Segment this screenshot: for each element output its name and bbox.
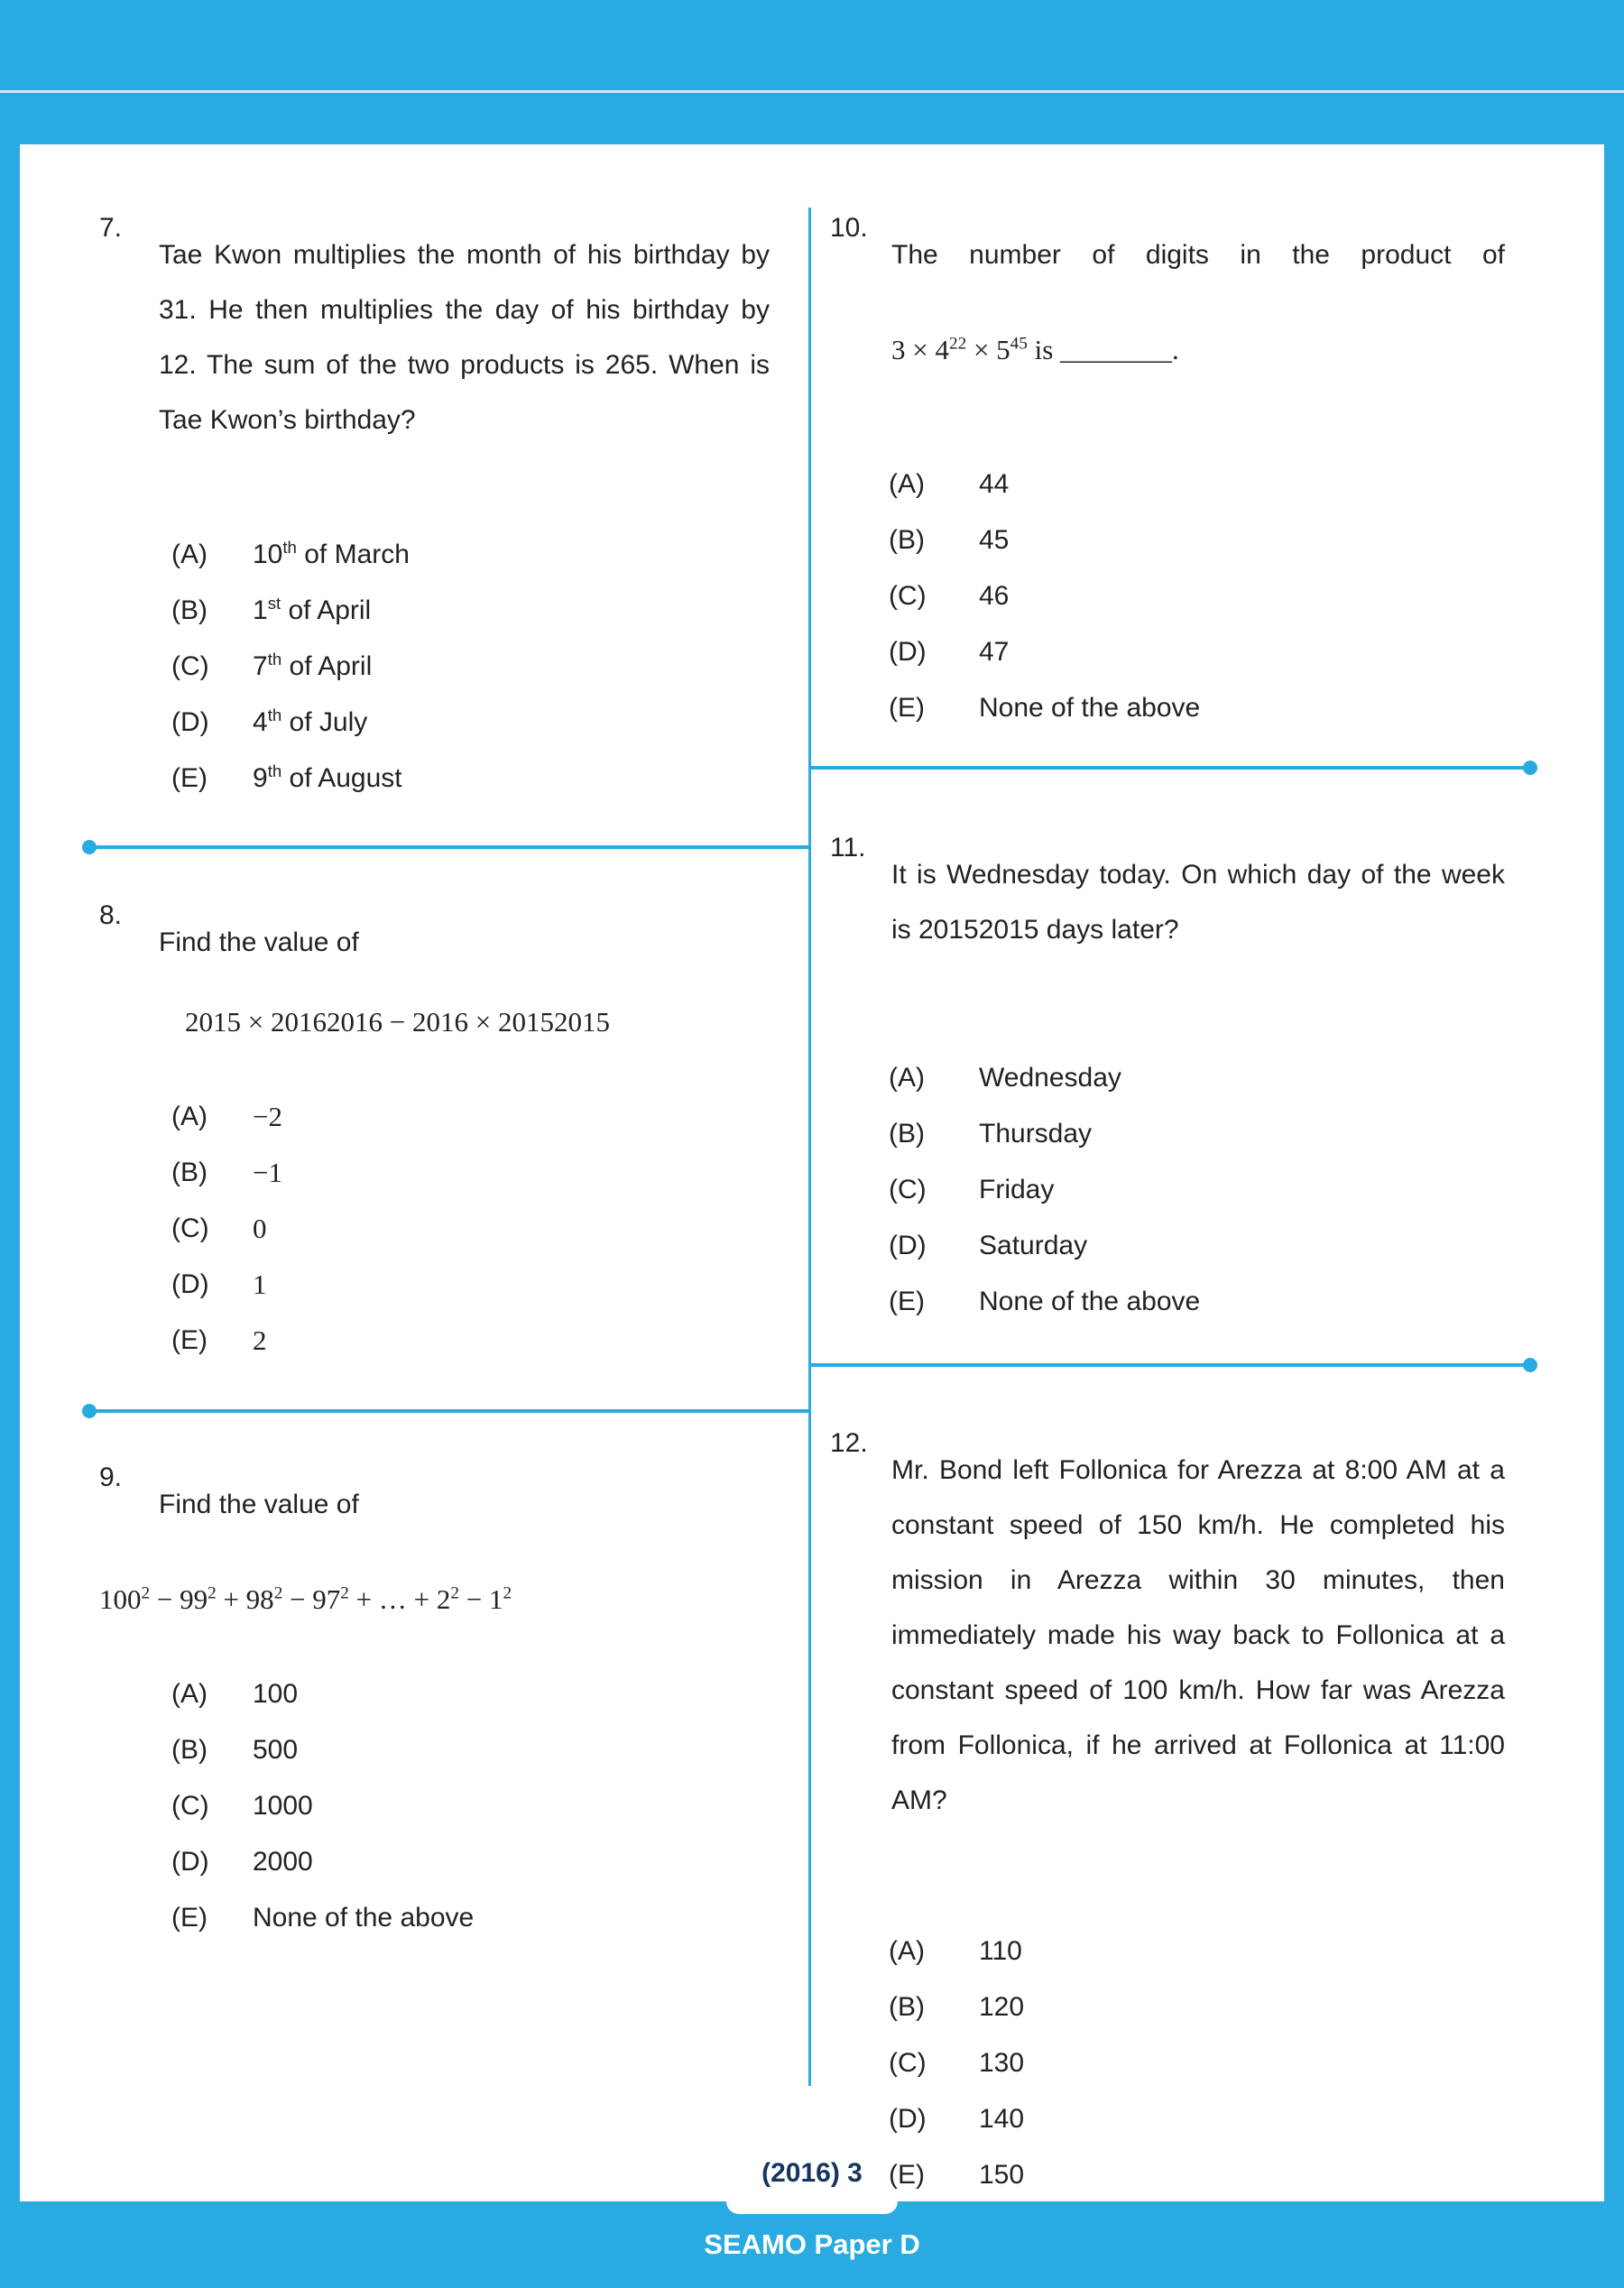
option-text: −1	[253, 1157, 282, 1188]
section-divider	[810, 766, 1534, 770]
option-text: 110	[979, 1936, 1022, 1966]
option-label: (E)	[171, 1903, 208, 1933]
question-9-expression: $100^2 - 99^2 + 98^2 - 97^2$ + … + $2^2 - 1^2$	[99, 1583, 512, 1615]
section-divider	[86, 845, 809, 849]
option-text: 130	[979, 2048, 1025, 2078]
option-text: 100	[253, 1679, 299, 1709]
divider-dot	[82, 840, 97, 854]
question-text: Tae Kwon multiplies the month of his birthday by 31. He then multiplies the day of his birthday by 12. The sum of the two products is 265. When is Tae Kwon’s birthday?	[159, 240, 770, 435]
option-text: 9th of August	[253, 761, 402, 793]
option-row	[889, 568, 1534, 624]
option-row	[171, 527, 809, 583]
option-row	[889, 624, 1534, 680]
question-7-options	[171, 527, 809, 807]
option-label: (E)	[171, 1325, 208, 1355]
option-row	[889, 1050, 1534, 1106]
option-label: (A)	[889, 1063, 925, 1093]
question-number: 11.	[830, 833, 866, 863]
option-text: 2	[253, 1324, 267, 1356]
option-label: (A)	[171, 1679, 208, 1709]
paper-title: SEAMO Paper D	[704, 2228, 920, 2260]
option-text: 1000	[253, 1791, 313, 1821]
option-label: (B)	[889, 1119, 925, 1149]
question-11-head	[830, 820, 1534, 984]
option-text: Saturday	[979, 1231, 1088, 1260]
option-text: 46	[979, 581, 1010, 611]
page-content	[20, 144, 1604, 2201]
option-row	[171, 1257, 809, 1313]
question-text: The number of digits in the product of	[891, 240, 1505, 270]
option-label: (B)	[889, 525, 925, 555]
option-label: (D)	[171, 1847, 209, 1877]
question-number: 8.	[99, 900, 123, 930]
option-row	[171, 1834, 809, 1890]
option-row	[171, 1145, 809, 1201]
option-text: Thursday	[979, 1119, 1093, 1149]
option-text: 1	[253, 1269, 267, 1300]
option-text: Friday	[979, 1175, 1055, 1204]
option-row	[171, 583, 809, 639]
option-label: (C)	[171, 1791, 209, 1821]
option-label: (D)	[171, 1269, 209, 1299]
option-label: (B)	[171, 1158, 208, 1187]
option-text: 45	[979, 525, 1010, 555]
option-row	[171, 1089, 809, 1145]
option-text: 1st of April	[253, 594, 372, 625]
option-row	[889, 1924, 1534, 1979]
option-text: 44	[979, 469, 1010, 499]
option-row	[171, 1890, 809, 1946]
option-row	[171, 639, 809, 695]
top-border-hairline	[0, 90, 1624, 93]
option-label: (A)	[889, 1936, 925, 1966]
option-row	[889, 1106, 1534, 1162]
option-row	[889, 680, 1534, 736]
option-label: (A)	[171, 540, 208, 569]
option-text: 47	[979, 637, 1010, 667]
question-8-options	[171, 1089, 809, 1369]
option-row	[889, 1162, 1534, 1218]
question-10-head	[830, 200, 1534, 309]
option-text: Wednesday	[979, 1063, 1121, 1093]
option-row	[171, 1313, 809, 1369]
option-label: (C)	[171, 1213, 209, 1243]
option-text: None of the above	[979, 1287, 1201, 1316]
right-column	[810, 144, 1534, 2203]
option-label: (E)	[171, 763, 208, 793]
option-label: (E)	[889, 2160, 925, 2190]
left-column	[86, 144, 809, 1946]
option-label: (B)	[171, 595, 208, 625]
option-row	[889, 1218, 1534, 1274]
option-label: (D)	[889, 1231, 927, 1260]
option-row	[889, 2035, 1534, 2091]
option-label: (E)	[889, 1287, 925, 1316]
option-label: (B)	[171, 1735, 208, 1765]
question-text: Mr. Bond left Follonica for Arezza at 8:00 AM at a constant speed of 150 km/h. He completed his mission in Arezza within 30 minutes, then immediately made his way back to Follonica at a constant speed of 100 km/h. How far was Arezza from Follonica, if he arrived at Follonica at 11:00 AM?	[891, 1455, 1505, 1815]
option-row	[889, 1274, 1534, 1330]
option-label: (C)	[171, 651, 209, 681]
option-row	[171, 1666, 809, 1722]
page-number-tab	[726, 2194, 898, 2214]
question-8-expression: 2015 × 20162016 − 2016 × 20152015	[185, 1006, 610, 1038]
option-text: −2	[253, 1101, 282, 1132]
option-row	[171, 1778, 809, 1834]
option-text: 7th of April	[253, 650, 373, 681]
option-label: (D)	[889, 637, 927, 667]
question-text: Find the value of	[159, 1490, 359, 1519]
option-label: (A)	[171, 1102, 208, 1131]
question-9	[86, 1450, 809, 1946]
option-label: (C)	[889, 581, 927, 611]
question-11	[810, 820, 1534, 1330]
option-label: (D)	[889, 2104, 927, 2134]
divider-dot	[1523, 1358, 1537, 1372]
question-11-options	[889, 1050, 1534, 1330]
option-text: 120	[979, 1992, 1025, 2022]
option-label: (C)	[889, 1175, 927, 1204]
option-row	[889, 457, 1534, 512]
option-row	[889, 1979, 1534, 2035]
option-row	[171, 695, 809, 751]
question-8-head	[99, 888, 809, 997]
option-text: 2000	[253, 1847, 313, 1877]
page-number: (2016) 3	[761, 2158, 863, 2188]
option-row	[171, 751, 809, 807]
option-text: 4th of July	[253, 706, 368, 737]
option-text: None of the above	[253, 1903, 475, 1933]
option-text: 10th of March	[253, 538, 410, 569]
option-text: 140	[979, 2104, 1025, 2134]
option-label: (E)	[889, 693, 925, 723]
question-number: 7.	[99, 213, 123, 243]
question-12	[810, 1416, 1534, 2203]
option-text: 150	[979, 2160, 1025, 2190]
question-9-options	[171, 1666, 809, 1946]
option-label: (C)	[889, 2048, 927, 2078]
option-row	[171, 1201, 809, 1257]
question-number: 10.	[830, 213, 868, 243]
question-12-head	[830, 1416, 1534, 1855]
option-row	[171, 1722, 809, 1778]
option-label: (A)	[889, 469, 925, 499]
question-7-head	[99, 200, 809, 475]
question-10	[810, 200, 1534, 736]
question-9-head	[99, 1450, 809, 1559]
option-text: 0	[253, 1213, 267, 1244]
section-divider	[86, 1409, 809, 1413]
option-text: 500	[253, 1735, 299, 1765]
question-8	[86, 888, 809, 1369]
divider-dot	[82, 1404, 97, 1418]
option-row	[889, 512, 1534, 568]
option-text: None of the above	[979, 693, 1201, 723]
question-number: 12.	[830, 1428, 868, 1458]
question-10-expression: $3 \times 4^{22} \times 5^{45}$ is ________.	[891, 334, 1179, 365]
option-row	[889, 2091, 1534, 2147]
question-text: It is Wednesday today. On which day of the week is 20152015 days later?	[891, 860, 1505, 945]
divider-dot	[1523, 761, 1537, 775]
section-divider	[810, 1363, 1534, 1367]
question-text: Find the value of	[159, 927, 359, 957]
option-label: (D)	[171, 707, 209, 737]
question-7	[86, 200, 809, 807]
question-number: 9.	[99, 1462, 123, 1492]
option-label: (B)	[889, 1992, 925, 2022]
question-10-options	[889, 457, 1534, 736]
